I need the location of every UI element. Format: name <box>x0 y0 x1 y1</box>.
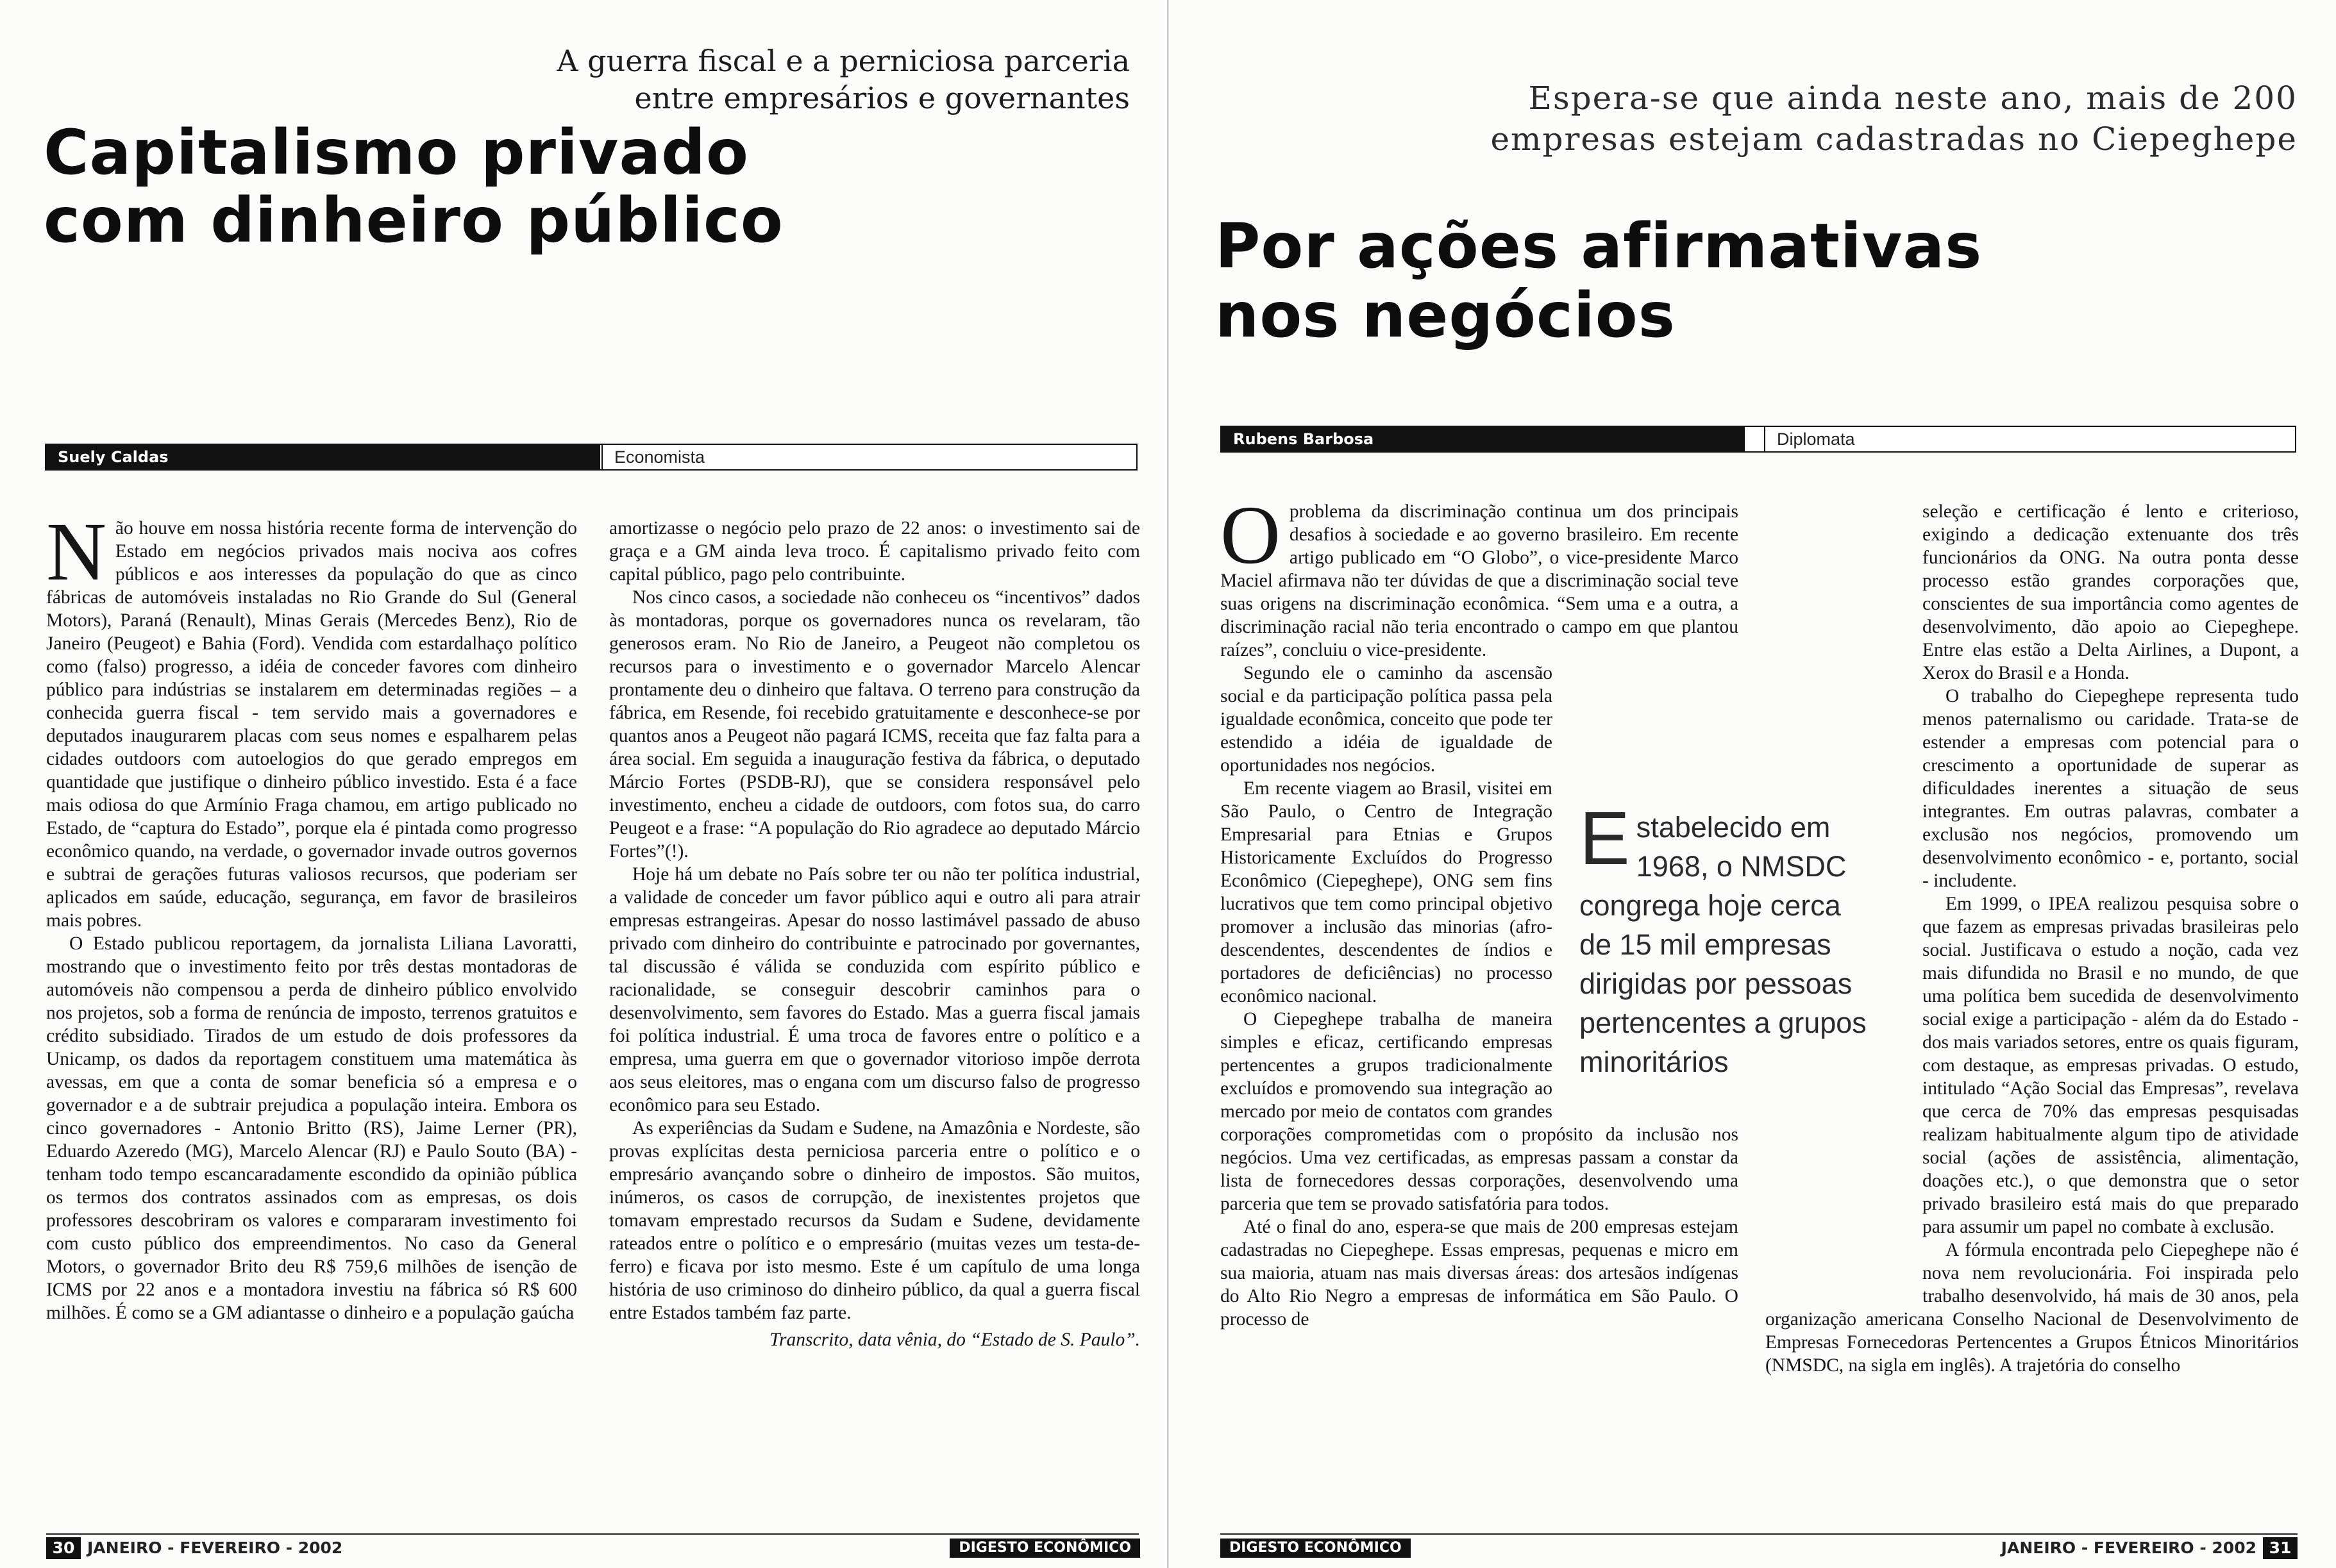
right-kicker-line-2: empresas estejam cadastradas no Ciepeghepe <box>1490 120 2298 158</box>
left-col1-para-1 <box>46 517 577 932</box>
left-headline <box>44 117 784 256</box>
right-col2-para-2: O trabalho do Ciepeghepe representa tudo menos paternalismo ou caridade. Trata-se de estender a empresas com potencial para o crescimento a oportunidade de superar as dificuldades inerentes a situação de seus integrantes. Em outras palavras, combater a exclusão nos negócios, promovendo um desenvolvimento econômico - e, portanto, social - includente. <box>1922 686 2299 891</box>
left-author-name: Suely Caldas <box>46 445 600 469</box>
left-col2-para-2: Nos cinco casos, a sociedade não conheceu os “incentivos” dados às montadoras, porque os governadores nunca os revelaram, tão generosos eram. No Rio de Janeiro, a Peugeot não completou os recursos para o investimento e o governador Marcelo Alencar prontamente deu o dinheiro que faltava. O terreno para construção da fábrica, em Resende, foi recebido gratuitamente e desconhece-se por quantos anos a Peugeot não pagará ICMS, receita que faz falta para a área social. Em seguida a inauguração festiva da fábrica, o deputado Márcio Fortes (PSDB-RJ), que se considera responsável pelo investimento, encheu a cidade de outdoors, com fotos sua, do carro Peugeot e a frase: “A população do Rio agradece ao deputado Márcio Fortes”(!). <box>609 587 1140 862</box>
left-byline <box>45 444 1138 471</box>
right-footer-magazine: DIGESTO ECONÔMICO <box>1220 1539 1411 1558</box>
right-page <box>1169 0 2336 1568</box>
right-col1-para-1-text: problema da discriminação continua um dos principais desafios à sociedade e ao governo brasileiro. Em recente artigo publicado em “O Globo”, o vice-presidente Marco Maciel afirmava não ter dúvidas de que a discriminação social teve suas origens na discriminação econômica. “Sem uma e a outra, a discriminação racial não teria encontrado o campo em que plantou raízes”, concluiu o vice-presidente. <box>1220 501 1738 660</box>
right-col1-para-5: Até o final do ano, espera-se que mais de 200 empresas estejam cadastradas no Ciepeghepe. Essas empresas, pequenas e micro em sua maioria, atuam nas mais diversas áreas: dos artesãos indígenas do Alto Rio Negro a empresas de informática em São Paulo. O processo de <box>1220 1217 1738 1330</box>
right-byline <box>1220 426 2296 453</box>
right-col1-para-3: Em recente viagem ao Brasil, visitei em São Paulo, o Centro de Integração Empresarial para Etnias e Grupos Historicamente Excluídos do Progresso Econômico (Ciepeghepe), ONG sem fins lucrativos que tem como principal objetivo promover a inclusão das minorias (afro-descendentes, descendentes de índios e portadores de deficiências) no processo econômico nacional. <box>1220 778 1552 1006</box>
right-headline-line-1: Por ações afirmativas <box>1215 210 1983 282</box>
right-headline-line-2: nos negócios <box>1215 279 1676 351</box>
right-col1-para-4: O Ciepeghepe trabalha de maneira simples e eficaz, certificando empresas pertencentes a grupos tradicionalmente excluídos e promovendo sua integração ao mercado por meio de contatos com grandes corporações comprometidas com o propósito da inclusão nos negócios. Uma vez certificadas, as empresas passam a constar da lista de fornecedores dessas corporações, desenvolvendo uma parceria que tem se provado satisfatória para todos. <box>1220 1009 1738 1214</box>
left-credit: Transcrito, data vênia, do “Estado de S. Paulo”. <box>769 1330 1140 1350</box>
right-col2-pullquote-spacer <box>1765 800 1922 1287</box>
right-headline <box>1215 210 1983 351</box>
left-page <box>0 0 1167 1568</box>
right-col2-para-1: seleção e certificação é lento e criterioso, exigindo a dedicação extenuante dos três funcionários da ONG. Na outra ponta desse processo estão grandes corporações que, conscientes de sua importância como agentes de desenvolvimento, dão apoio ao Ciepeghepe. Entre elas estão a Delta Airlines, a Dupont, a Xerox do Brasil e a Honda. <box>1922 501 2299 683</box>
right-footer <box>1220 1537 2298 1559</box>
left-dropcap: N <box>46 517 106 598</box>
right-dropcap: O <box>1220 500 1281 581</box>
right-col2-para-3: Em 1999, o IPEA realizou pesquisa sobre o que fazem as empresas privadas brasileiras pelo social. Justificava o estudo a noção, cada vez mais difundida no Brasil e no mundo, de que uma política bem sucedida de desenvolvimento social exige a participação - além da do Estado - dos mais variados setores, entre os quais figuram, com destaque, as empresas privadas. O estudo, intitulado “Ação Social das Empresas”, revelava que cerca de 70% das empresas pesquisadas realizam habitualmente algum tipo de atividade social (ações de assistência, alimentação, doações etc.), o que demonstra que o setor privado brasileiro está mais do que preparado para assumir um papel no combate à exclusão. <box>1922 894 2299 1237</box>
left-kicker-line-2: entre empresários e governantes <box>634 81 1130 116</box>
left-footer-magazine: DIGESTO ECONÔMICO <box>950 1539 1140 1558</box>
right-author-name: Rubens Barbosa <box>1222 427 1745 451</box>
left-author-role: Economista <box>601 445 705 469</box>
left-headline-line-1: Capitalismo privado <box>44 117 749 188</box>
right-footer-rule <box>1220 1533 2298 1535</box>
left-column-2 <box>609 517 1140 1491</box>
left-col1-para-2: O Estado publicou reportagem, da jornalista Liliana Lavoratti, mostrando que o investimento feito por três destas montadoras de automóveis não compensou a perda de dinheiro público envolvido nos projetos, sob a forma de renúncia de imposto, terrenos gratuitos e crédito subsidiado. Tirados de um estudo de dois professores da Unicamp, os dados da reportagem constituem uma matemática às avessas, em que a conta de somar beneficia só a empresa e o governador e a de subtrair prejudica a população inteira. Embora os cinco governadores - Antonio Britto (RS), Jaime Lerner (PR), Eduardo Azeredo (MG), Marcelo Alencar (RJ) e Paulo Souto (BA) - tenham todo tempo escancaradamente escondido da opinião pública os termos dos contratos assinados com as empresas, os dois professores descobriram os valores e compararam investimento foi com custo público dos empreendimentos. No caso da General Motors, o governador Brito deu R$ 759,6 milhões de isenção de ICMS por 22 anos e a montadora investiu na fábrica só R$ 600 milhões. É como se a GM adiantasse o dinheiro e a população gaúcha <box>46 933 577 1323</box>
right-col1-para-1 <box>1220 500 1738 662</box>
left-footer-rule <box>46 1533 1139 1535</box>
left-column-1 <box>46 517 577 1491</box>
left-col1-para-1-text: ão houve em nossa história recente forma de intervenção do Estado em negócios privados mais nociva aos cofres públicos e aos interesses da população do que as cinco fábricas de automóveis instaladas no Rio Grande do Sul (General Motors), Paraná (Renault), Minas Gerais (Mercedes Benz), Rio de Janeiro (Peugeot) e Bahia (Ford). Vendida com estardalhaço político como (falso) progresso, a idéia de conceder favores com dinheiro público para indústrias se instalarem em determinadas regiões – a conhecida guerra fiscal - tem servido mais a governadores e deputados inaugurarem placas com seus nomes e espalharem pelas cidades outdoors com autoelogios do que gerado empregos em quantidade que justifique o dinheiro público investido. Esta é a face mais odiosa do que Armínio Fraga chamou, em artigo publicado no Estado, de “captura do Estado”, porque ela é pintada como progresso econômico quando, na verdade, o governador invade outros governos e subtrai de gerações futuras valiosos recursos, que poderiam ser aplicados em saúde, educação, segurança, em favor de brasileiros mais pobres. <box>46 518 577 931</box>
pull-quote-initial: E <box>1579 796 1630 881</box>
pull-quote-text: stabelecido em 1968, o NMSDC congrega hoje cerca de 15 mil empresas dirigidas por pessoas pertencentes a grupos minoritários <box>1579 811 1867 1078</box>
left-headline-line-2: com dinheiro público <box>44 185 784 256</box>
right-page-number: 31 <box>2263 1537 2298 1559</box>
right-author-role: Diplomata <box>1764 427 1855 451</box>
right-kicker-line-1: Espera-se que ainda neste ano, mais de 200 <box>1528 79 2298 117</box>
right-col2-para-4: A fórmula encontrada pelo Ciepeghepe não é nova nem revolucionária. Foi inspirada pelo trabalho desenvolvido, há mais de 30 anos, pela organização americana Conselho Nacional de Desenvolvimento de Empresas Fornecedoras Pertencentes a Grupos Étnicos Minoritários (NMSDC, na sigla em inglês). A trajetória do conselho <box>1765 1240 2299 1376</box>
left-footer-date: JANEIRO - FEVEREIRO - 2002 <box>87 1539 343 1557</box>
left-kicker <box>557 42 1130 117</box>
right-col1-para-2: Segundo ele o caminho da ascensão social e da participação política passa pela igualdade econômica, conceito que pode ter estendido a idéia de igualdade de oportunidades nos negócios. <box>1220 663 1552 776</box>
left-page-number: 30 <box>46 1537 81 1559</box>
left-footer <box>46 1537 1140 1559</box>
right-kicker <box>1490 78 2298 160</box>
left-col2-para-1: amortizasse o negócio pelo prazo de 22 anos: o investimento sai de graça e a GM ainda leva troco. É capitalismo privado feito com capital público, pago pelo contribuinte. <box>609 518 1140 585</box>
right-column-2 <box>1765 500 2299 1519</box>
left-col2-para-3: Hoje há um debate no País sobre ter ou não ter política industrial, a validade de conceder um favor público aqui e outro ali para atrair empresas estrangeiras. Apesar do nosso lastimável passado de abuso privado com dinheiro do contribuinte e patrocinado por governantes, tal discussão é válida se conduzida com espírito público e racionalidade, se conseguir descobrir caminhos para o desenvolvimento, sem favores do Estado. Mas a guerra fiscal jamais foi política industrial. É uma troca de favores entre o político e a empresa, uma guerra em que o governador vitorioso impõe derrota aos seus eleitores, mas o engana com um discurso falso de progresso econômico para seu Estado. <box>609 864 1140 1115</box>
left-col2-para-4: As experiências da Sudam e Sudene, na Amazônia e Nordeste, são provas explícitas desta perniciosa parceria entre o político e o empresário avançando sobre o dinheiro de impostos. São muitos, inúmeros, os casos de corrupção, de inexistentes projetos que tomavam emprestado recursos da Sudam e Sudene, devidamente rateados entre o político e o empresário (muitas vezes um testa-de-ferro) e ficava por isto mesmo. Este é um capítulo de uma longa história de uso criminoso do dinheiro público, da qual a guerra fiscal entre Estados também faz parte. <box>609 1118 1140 1323</box>
right-footer-date: JANEIRO - FEVEREIRO - 2002 <box>2001 1539 2256 1557</box>
left-kicker-line-1: A guerra fiscal e a perniciosa parceria <box>557 44 1130 78</box>
